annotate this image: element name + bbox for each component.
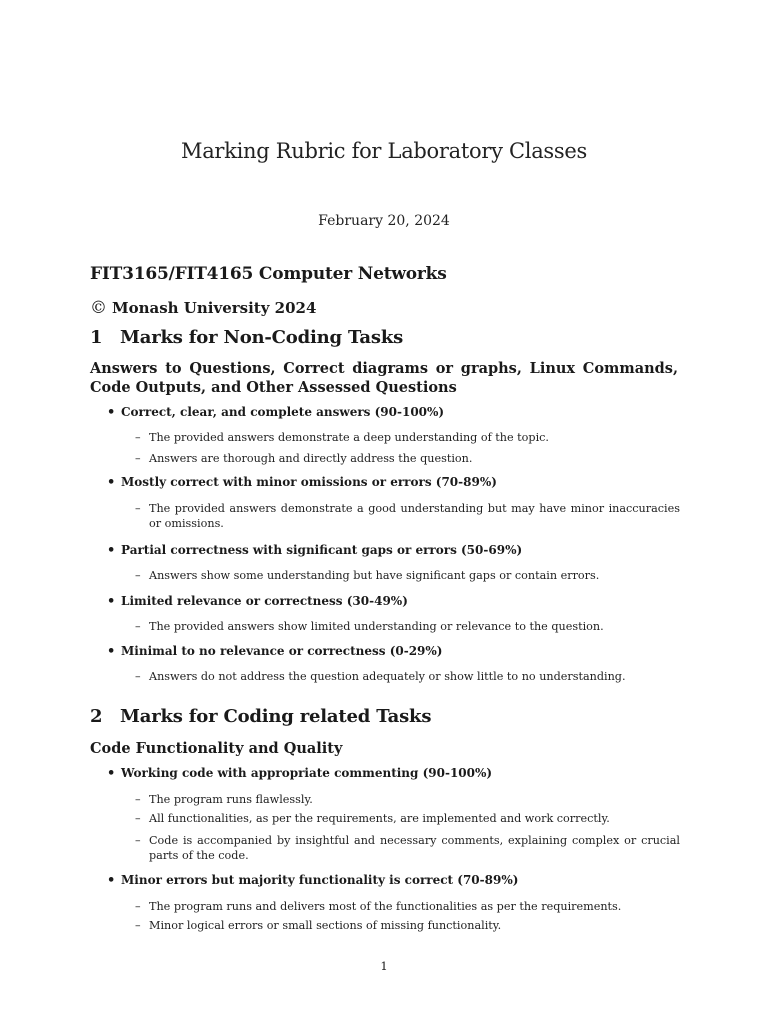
document-title: Marking Rubric for Laboratory Classes <box>181 139 587 163</box>
rubric-item <box>107 594 408 609</box>
bullet-icon: • <box>107 543 116 558</box>
bullet-icon: • <box>107 405 116 420</box>
copyright-line <box>90 298 316 318</box>
section-title: Marks for Coding related Tasks <box>120 706 432 727</box>
rubric-item <box>107 766 492 781</box>
section-heading <box>90 706 431 727</box>
rubric-item <box>107 475 497 490</box>
rubric-detail: – Code is accompanied by insightful and necessary comments, explaining complex or crucial parts of the code. <box>135 834 680 862</box>
dash-icon: – <box>135 670 141 683</box>
section-number: 2 <box>90 706 103 727</box>
course-heading: FIT3165/FIT4165 Computer Networks <box>90 264 447 284</box>
rubric-item-label: Working code with appropriate commenting (90-100%) <box>121 766 493 780</box>
dash-icon: – <box>135 569 141 582</box>
rubric-detail: – The program runs and delivers most of the functionalities as per the requirements. <box>135 900 622 913</box>
copyright-icon: © <box>90 298 107 318</box>
rubric-detail: – The provided answers demonstrate a good understanding but may have minor inaccuracies or omissions. <box>135 502 680 530</box>
section-heading <box>90 327 403 348</box>
dash-icon: – <box>135 834 141 847</box>
rubric-detail: – Answers show some understanding but have significant gaps or contain errors. <box>135 569 600 582</box>
rubric-item-label: Minimal to no relevance or correctness (0-29%) <box>121 644 443 658</box>
rubric-detail: – Answers are thorough and directly address the question. <box>135 452 473 465</box>
bullet-icon: • <box>107 766 116 781</box>
subsection-heading: Answers to Questions, Correct diagrams or graphs, Linux Commands, Code Outputs, and Other Assessed Questions <box>90 360 678 396</box>
rubric-detail: – All functionalities, as per the requirements, are implemented and work correctly. <box>135 812 610 825</box>
rubric-detail: – The provided answers show limited understanding or relevance to the question. <box>135 620 604 633</box>
rubric-detail: – Minor logical errors or small sections of missing functionality. <box>135 919 502 932</box>
rubric-item <box>107 543 522 558</box>
bullet-icon: • <box>107 644 116 659</box>
bullet-icon: • <box>107 594 116 609</box>
rubric-item <box>107 644 443 659</box>
rubric-detail: – Answers do not address the question adequately or show little to no understanding. <box>135 670 626 683</box>
dash-icon: – <box>135 431 141 444</box>
rubric-item-label: Limited relevance or correctness (30-49%) <box>121 594 408 608</box>
dash-icon: – <box>135 452 141 465</box>
rubric-item-label: Minor errors but majority functionality is correct (70-89%) <box>121 873 519 887</box>
dash-icon: – <box>135 620 141 633</box>
dash-icon: – <box>135 793 141 806</box>
subsection-heading: Code Functionality and Quality <box>90 740 343 757</box>
dash-icon: – <box>135 812 141 825</box>
page-number: 1 <box>380 959 388 973</box>
rubric-item-label: Correct, clear, and complete answers (90-100%) <box>121 405 445 419</box>
dash-icon: – <box>135 900 141 913</box>
section-title: Marks for Non-Coding Tasks <box>120 327 404 348</box>
bullet-icon: • <box>107 475 116 490</box>
rubric-detail: – The program runs flawlessly. <box>135 793 313 806</box>
rubric-item-label: Mostly correct with minor omissions or errors (70-89%) <box>121 475 497 489</box>
rubric-detail: – The provided answers demonstrate a deep understanding of the topic. <box>135 431 549 444</box>
bullet-icon: • <box>107 873 116 888</box>
document-date: February 20, 2024 <box>318 213 450 229</box>
rubric-item <box>107 873 518 888</box>
dash-icon: – <box>135 502 141 515</box>
section-number: 1 <box>90 327 103 348</box>
dash-icon: – <box>135 919 141 932</box>
rubric-item-label: Partial correctness with significant gaps or errors (50-69%) <box>121 543 523 557</box>
rubric-item <box>107 405 444 420</box>
copyright-text: Monash University 2024 <box>112 299 317 317</box>
